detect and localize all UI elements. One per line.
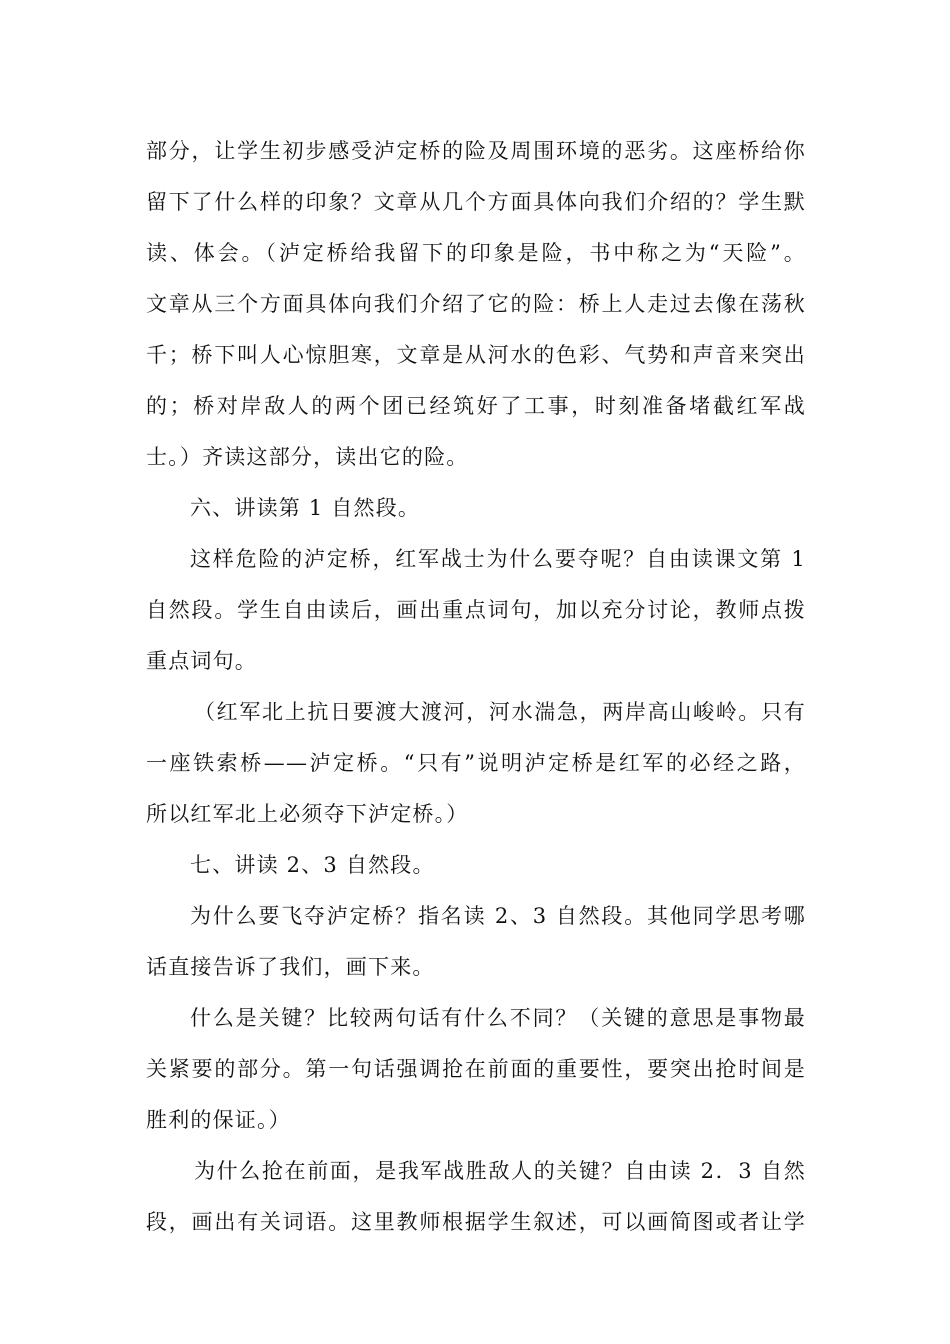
- document-body: [146, 126, 806, 1248]
- text-line: 胜利的保证。）: [146, 1108, 291, 1132]
- text-line: 段，画出有关词语。这里教师根据学生叙述，可以画简图或者让学: [146, 1210, 806, 1234]
- text-line: 的；桥对岸敌人的两个团已经筑好了工事，时刻准备堵截红军战: [146, 394, 806, 418]
- text-line: 所以红军北上必须夺下泸定桥。）: [146, 802, 469, 826]
- text-line: 自然段。学生自由读后，画出重点词句，加以充分讨论，教师点拨: [146, 598, 806, 622]
- text-line: 部分，让学生初步感受泸定桥的险及周围环境的恶劣。这座桥给你: [146, 139, 806, 163]
- text-line: 一座铁索桥——泸定桥。“只有”说明泸定桥是红军的必经之路，: [146, 751, 806, 775]
- text-line: 话直接告诉了我们，画下来。: [146, 955, 435, 979]
- text-line: 留下了什么样的印象？文章从几个方面具体向我们介绍的？学生默: [146, 190, 806, 214]
- text-line: 为什么要飞夺泸定桥？指名读 2、3 自然段。其他同学思考哪: [190, 904, 806, 928]
- text-line: 这样危险的泸定桥，红军战士为什么要夺呢？自由读课文第 1: [190, 547, 806, 571]
- text-line: 为什么抢在前面，是我军战胜敌人的关键？自由读 2．3 自然: [194, 1159, 806, 1183]
- text-line: 什么是关键？比较两句话有什么不同？（关键的意思是事物最: [190, 1006, 806, 1030]
- text-line: 六、讲读第 1 自然段。: [190, 496, 421, 520]
- text-line: 读、体会。（泸定桥给我留下的印象是险，书中称之为“天险”。: [146, 241, 806, 265]
- text-line: 千；桥下叫人心惊胆寒，文章是从河水的色彩、气势和声音来突出: [146, 343, 806, 367]
- text-line: 文章从三个方面具体向我们介绍了它的险：桥上人走过去像在荡秋: [146, 292, 806, 316]
- text-line: 关紧要的部分。第一句话强调抢在前面的重要性，要突出抢时间是: [146, 1057, 806, 1081]
- text-line: 重点词句。: [146, 649, 257, 673]
- text-line: 士。）齐读这部分，读出它的险。: [146, 445, 469, 469]
- text-line: （红军北上抗日要渡大渡河，河水湍急，两岸高山峻岭。只有: [194, 700, 806, 724]
- text-line: 七、讲读 2、3 自然段。: [190, 853, 435, 877]
